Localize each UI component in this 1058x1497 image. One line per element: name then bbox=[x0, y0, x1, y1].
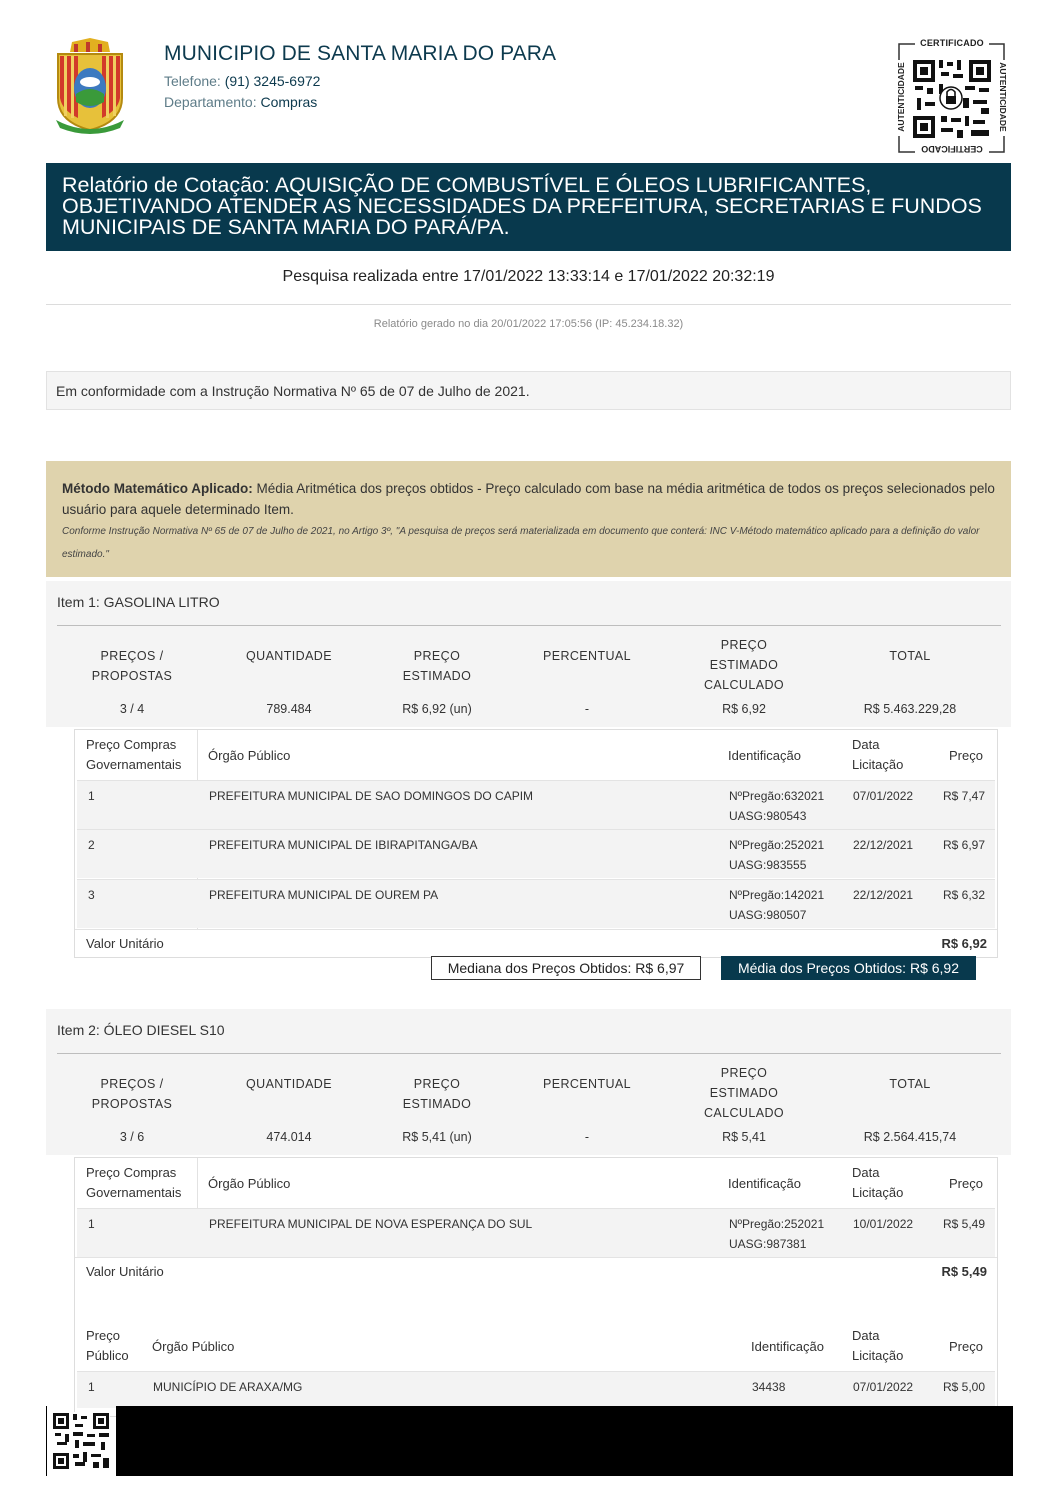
item-title: Item 2: ÓLEO DIESEL S10 bbox=[57, 1022, 225, 1038]
header-total: TOTAL bbox=[889, 1077, 931, 1091]
footer-bar bbox=[116, 1406, 1013, 1476]
value-quantity: 789.484 bbox=[266, 702, 312, 716]
value-percent: - bbox=[584, 702, 590, 716]
row-date: 22/12/2021 bbox=[853, 888, 914, 902]
header-calculated: PREÇO ESTIMADO CALCULADO bbox=[703, 1066, 784, 1120]
unit-value: R$ 5,49 bbox=[941, 1264, 987, 1279]
col-price: Preço bbox=[949, 1339, 983, 1354]
median-box: Mediana dos Preços Obtidos: R$ 6,97 bbox=[431, 956, 701, 980]
row-agency: PREFEITURA MUNICIPAL DE NOVA ESPERANÇA DO SUL bbox=[209, 1217, 533, 1231]
col-price: Preço bbox=[949, 748, 983, 763]
header-estimated: PREÇO ESTIMADO bbox=[402, 649, 472, 683]
value-prices: 3 / 6 bbox=[119, 1130, 145, 1144]
value-calculated: R$ 5,41 bbox=[722, 1130, 766, 1144]
table-row bbox=[77, 780, 995, 829]
col-agency: Órgão Público bbox=[208, 748, 291, 763]
unit-value-label: Valor Unitário bbox=[86, 936, 164, 951]
seal-left-label: AUTENTICIDADE bbox=[896, 62, 906, 132]
mean-box: Média dos Preços Obtidos: R$ 6,92 bbox=[721, 956, 976, 980]
row-id-uasg: UASG:980507 bbox=[729, 908, 807, 922]
authenticity-seal bbox=[895, 40, 1008, 156]
row-date: 07/01/2022 bbox=[853, 789, 914, 803]
col-identification: Identificação bbox=[751, 1339, 824, 1354]
value-total: R$ 5.463.229,28 bbox=[863, 702, 957, 716]
unit-value-row bbox=[75, 929, 997, 958]
header-prices: PREÇOS / PROPOSTAS bbox=[91, 1077, 173, 1111]
value-estimated: R$ 5,41 (un) bbox=[402, 1130, 472, 1144]
col-identification: Identificação bbox=[728, 748, 801, 763]
row-agency: PREFEITURA MUNICIPAL DE SAO DOMINGOS DO CAPIM bbox=[209, 789, 534, 803]
table-row bbox=[77, 1208, 995, 1257]
generated-info: Relatório gerado no dia 20/01/2022 17:05:56 (IP: 45.234.18.32) bbox=[373, 318, 684, 330]
header-calculated: PREÇO ESTIMADO CALCULADO bbox=[703, 638, 784, 692]
method-box bbox=[46, 461, 1011, 577]
value-quantity: 474.014 bbox=[266, 1130, 312, 1144]
row-price: R$ 6,97 bbox=[943, 838, 986, 852]
row-identification: 34438 bbox=[752, 1380, 786, 1394]
item-summary bbox=[46, 1009, 1011, 1155]
research-period: Pesquisa realizada entre 17/01/2022 13:33:14 e 17/01/2022 20:32:19 bbox=[282, 268, 775, 285]
row-price: R$ 5,00 bbox=[943, 1380, 986, 1394]
col-source: Preço Compras Governamentais bbox=[86, 737, 182, 772]
footer-qr-code bbox=[46, 1406, 116, 1476]
phone-value: (91) 3245-6972 bbox=[224, 73, 321, 89]
method-text: Média Aritmética dos preços obtidos - Preço calculado com base na média aritmética de todos os preços selecionados pelo usuário para aquele determinado Item. bbox=[62, 481, 995, 517]
value-percent: - bbox=[584, 1130, 590, 1144]
price-table bbox=[74, 1157, 998, 1417]
col-date: Data Licitação bbox=[852, 1328, 904, 1363]
conformity-note: Em conformidade com a Instrução Normativa Nº 65 de 07 de Julho de 2021. bbox=[46, 371, 1011, 410]
item-summary bbox=[46, 581, 1011, 727]
col-price: Preço bbox=[949, 1176, 983, 1191]
unit-value-label: Valor Unitário bbox=[86, 1264, 164, 1279]
method-label: Método Matemático Aplicado: bbox=[62, 481, 253, 496]
header-estimated: PREÇO ESTIMADO bbox=[402, 1077, 472, 1111]
row-price: R$ 5,49 bbox=[943, 1217, 986, 1231]
method-note: Conforme Instrução Normativa Nº 65 de 07 de Julho de 2021, no Artigo 3º, "A pesquisa de preços será materializada em documento que conterá: INC V-Método matemático aplicado para a definição do valor estimado." bbox=[62, 526, 980, 560]
municipality-coat-of-arms bbox=[50, 38, 130, 136]
header-percent: PERCENTUAL bbox=[542, 1077, 632, 1091]
seal-bottom-label: CERTIFICADO bbox=[921, 144, 983, 154]
item-title: Item 1: GASOLINA LITRO bbox=[57, 594, 220, 610]
row-number: 3 bbox=[88, 888, 95, 902]
report-title-banner bbox=[46, 163, 1011, 251]
table-row bbox=[77, 1371, 995, 1408]
seal-top-label: CERTIFICADO bbox=[920, 38, 984, 48]
municipality-name: MUNICIPIO DE SANTA MARIA DO PARA bbox=[164, 42, 557, 65]
row-date: 10/01/2022 bbox=[853, 1217, 914, 1231]
table-row bbox=[77, 829, 995, 878]
header-quantity: QUANTIDADE bbox=[246, 1077, 332, 1091]
header-total: TOTAL bbox=[889, 649, 931, 663]
value-calculated: R$ 6,92 bbox=[722, 702, 766, 716]
row-id-pregao: NºPregão:252021 bbox=[729, 1217, 825, 1231]
row-id-pregao: NºPregão:252021 bbox=[729, 838, 825, 852]
value-estimated: R$ 6,92 (un) bbox=[402, 702, 472, 716]
header-prices: PREÇOS / PROPOSTAS bbox=[91, 649, 173, 683]
row-number: 1 bbox=[88, 789, 95, 803]
row-agency: PREFEITURA MUNICIPAL DE IBIRAPITANGA/BA bbox=[209, 838, 478, 852]
row-number: 1 bbox=[88, 1380, 95, 1394]
row-number: 2 bbox=[88, 838, 95, 852]
row-agency: MUNICÍPIO DE ARAXA/MG bbox=[153, 1380, 303, 1394]
row-date: 07/01/2022 bbox=[853, 1380, 914, 1394]
row-price: R$ 6,32 bbox=[943, 888, 986, 902]
phone-line bbox=[164, 73, 320, 89]
department-line bbox=[164, 94, 317, 110]
col-date: Data Licitação bbox=[852, 737, 904, 772]
row-number: 1 bbox=[88, 1217, 95, 1231]
seal-right-label: AUTENTICIDADE bbox=[998, 62, 1008, 132]
value-total: R$ 2.564.415,74 bbox=[863, 1130, 957, 1144]
item-divider bbox=[57, 1053, 1001, 1054]
header-quantity: QUANTIDADE bbox=[246, 649, 332, 663]
divider bbox=[46, 304, 1011, 305]
header-percent: PERCENTUAL bbox=[542, 649, 632, 663]
row-id-pregao: NºPregão:142021 bbox=[729, 888, 825, 902]
col-agency: Órgão Público bbox=[208, 1176, 291, 1191]
row-price: R$ 7,47 bbox=[943, 789, 986, 803]
unit-value: R$ 6,92 bbox=[941, 936, 987, 951]
col-identification: Identificação bbox=[728, 1176, 801, 1191]
row-agency: PREFEITURA MUNICIPAL DE OUREM PA bbox=[209, 888, 439, 902]
col-source-public: Preço Público bbox=[86, 1328, 129, 1363]
report-title: Relatório de Cotação: AQUISIÇÃO DE COMBUSTÍVEL E ÓLEOS LUBRIFICANTES, OBJETIVANDO ATENDER AS NECESSIDADES DA PREFEITURA, SECRETARIAS E FUNDOS MUNICIPAIS DE SANTA MARIA DO PARÁ/PA. bbox=[62, 173, 982, 239]
unit-value-row bbox=[75, 1257, 997, 1286]
row-id-pregao: NºPregão:632021 bbox=[729, 789, 825, 803]
row-id-uasg: UASG:983555 bbox=[729, 858, 807, 872]
row-id-uasg: UASG:980543 bbox=[729, 809, 807, 823]
col-agency: Órgão Público bbox=[152, 1339, 235, 1354]
row-id-uasg: UASG:987381 bbox=[729, 1237, 807, 1251]
table-row bbox=[77, 879, 995, 928]
department-label: Departamento: bbox=[164, 94, 257, 110]
department-value: Compras bbox=[260, 94, 318, 110]
item-divider bbox=[57, 625, 1001, 626]
col-source: Preço Compras Governamentais bbox=[86, 1165, 182, 1200]
price-table bbox=[74, 729, 998, 958]
row-date: 22/12/2021 bbox=[853, 838, 914, 852]
value-prices: 3 / 4 bbox=[119, 702, 145, 716]
phone-label: Telefone: bbox=[164, 73, 221, 89]
col-date: Data Licitação bbox=[852, 1165, 904, 1200]
